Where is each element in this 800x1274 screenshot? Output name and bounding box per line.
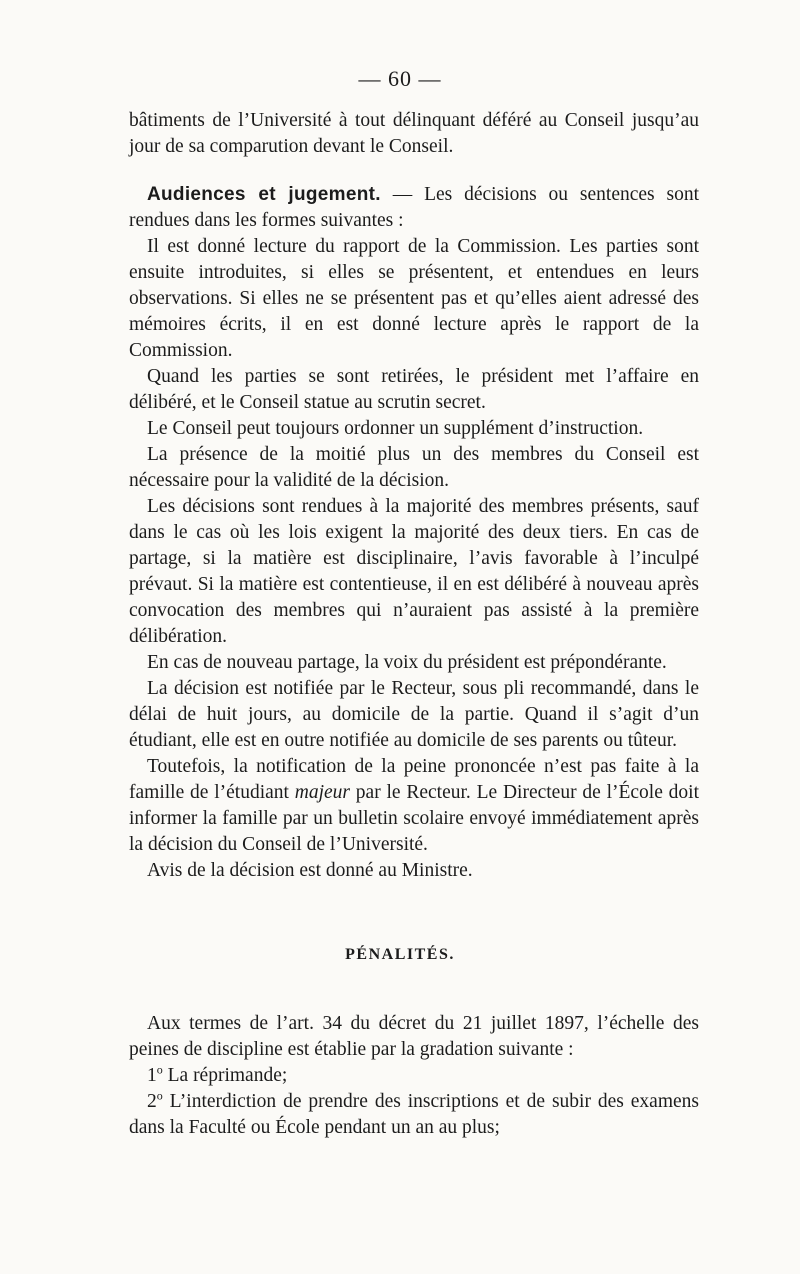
paragraph-audiences bbox=[129, 182, 699, 234]
section-heading: Audiences et jugement. bbox=[147, 184, 381, 205]
paragraph: La présence de la moitié plus un des membres du Conseil est nécessaire pour la validité de la décision. bbox=[129, 444, 699, 491]
emphasis-text: majeur bbox=[294, 782, 350, 803]
item-text: L’interdiction de prendre des inscriptions et de subir des examens dans la Faculté ou École pendant un an au plus; bbox=[129, 1091, 699, 1138]
paragraph: Avis de la décision est donné au Ministre. bbox=[147, 860, 473, 881]
paragraph: Aux termes de l’art. 34 du décret du 21 juillet 1897, l’échelle des peines de discipline est établie par la gradation suivante : bbox=[129, 1013, 699, 1060]
paragraph: bâtiments de l’Université à tout délinquant déféré au Conseil jusqu’au jour de sa comparution devant le Conseil. bbox=[129, 110, 699, 157]
paragraph: Il est donné lecture du rapport de la Commission. Les parties sont ensuite introduites, si elles se présentent, et entendues en leurs observations. Si elles ne se présentent pas et qu’elles aient adressé des mémoires écrits, il en est donné lecture après le rapport de la Commission. bbox=[129, 236, 699, 361]
paragraph-text: — Les décisions ou sentences sont rendues dans les formes suivantes : bbox=[129, 184, 699, 231]
paragraph: Le Conseil peut toujours ordonner un supplément d’instruction. bbox=[147, 418, 644, 439]
item-text: La réprimande; bbox=[162, 1065, 288, 1086]
penalties-text bbox=[129, 1011, 699, 1141]
paragraph-notification bbox=[129, 754, 699, 858]
paragraph-text: par le Recteur. Le Directeur de l’École doit informer la famille par un bulletin scolaire envoyé immédiatement après la décision du Conseil de l’Université. bbox=[129, 782, 699, 855]
ordinal-mark: o bbox=[156, 1062, 163, 1077]
paragraph-text: Toutefois, la notification de la peine prononcée n’est pas faite à la famille de l’étudiant bbox=[129, 756, 699, 803]
paragraph: Les décisions sont rendues à la majorité des membres présents, sauf dans le cas où les lois exigent la majorité des deux tiers. En cas de partage, si la matière est disciplinaire, l’avis favorable à l’inculpé prévaut. Si la matière est contentieuse, il en est délibéré à nouveau après convocation des membres qui n’auraient pas assisté à la première délibération. bbox=[129, 496, 699, 647]
list-item bbox=[129, 1089, 699, 1141]
item-number: 2 bbox=[147, 1091, 157, 1112]
paragraph: Quand les parties se sont retirées, le président met l’affaire en délibéré, et le Conseil statue au scrutin secret. bbox=[129, 366, 699, 413]
ordinal-mark: o bbox=[156, 1088, 163, 1103]
paragraph: La décision est notifiée par le Recteur, sous pli recommandé, dans le délai de huit jours, au domicile de la partie. Quand il s’agit d’un étudiant, elle est en outre notifiée au domicile de ses parents ou tûteur. bbox=[129, 678, 699, 751]
section-title: PÉNALITÉS. bbox=[345, 946, 455, 963]
item-number: 1 bbox=[147, 1065, 157, 1086]
main-text bbox=[129, 108, 699, 884]
page-number: — 60 — bbox=[358, 66, 442, 91]
list-item bbox=[129, 1063, 699, 1089]
paragraph: En cas de nouveau partage, la voix du président est prépondérante. bbox=[147, 652, 667, 673]
